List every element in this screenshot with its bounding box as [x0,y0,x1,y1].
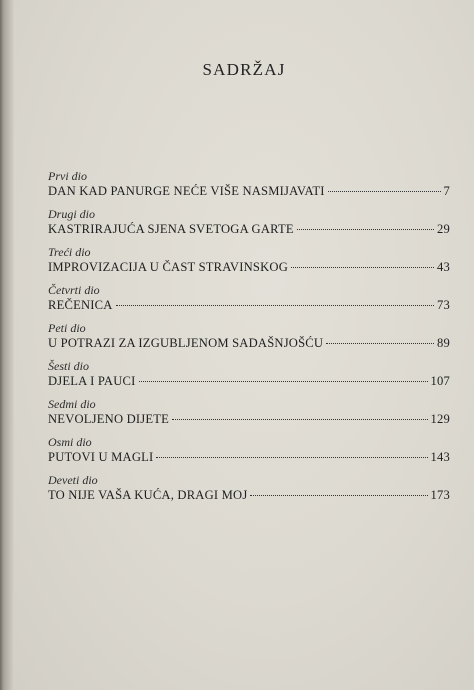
dot-leader [297,229,434,230]
dot-leader [328,191,441,192]
toc-entry [48,359,450,397]
page-title: SADRŽAJ [202,60,286,79]
page-number: 107 [430,374,450,388]
part-label: Četvrti dio [48,283,100,297]
part-label: Šesti dio [48,359,89,373]
chapter-title: U POTRAZI ZA IZGUBLJENOM SADAŠNJOŠĆU [48,336,324,350]
toc-line [48,259,450,275]
dot-leader [139,381,428,382]
page-number: 129 [430,412,450,426]
toc-line [48,221,450,237]
toc-entry [48,321,450,359]
page-number: 7 [443,184,450,198]
page-number: 89 [437,336,450,350]
chapter-title: IMPROVIZACIJA U ČAST STRAVINSKOG [48,260,289,274]
dot-leader [250,495,427,496]
chapter-title: DJELA I PAUCI [48,374,136,388]
dot-leader [156,457,427,458]
toc-line [48,183,450,199]
page-number: 73 [437,298,450,312]
part-label: Prvi dio [48,169,87,183]
toc-line [48,297,450,313]
part-label: Osmi dio [48,435,92,449]
book-spine-edge [0,0,14,690]
toc-line [48,487,450,503]
toc-line [48,449,450,465]
part-label: Deveti dio [48,473,98,487]
dot-leader [326,343,434,344]
book-page [14,0,474,690]
toc-entry [48,283,450,321]
toc-entry [48,473,450,511]
dot-leader [116,305,434,306]
chapter-title: TO NIJE VAŠA KUĆA, DRAGI MOJ [48,488,248,502]
part-label: Treći dio [48,245,91,259]
dot-leader [172,419,427,420]
page-number: 173 [430,488,450,502]
part-label: Drugi dio [48,207,96,221]
chapter-title: NEVOLJENO DIJETE [48,412,170,426]
page-number: 143 [430,450,450,464]
part-label: Sedmi dio [48,397,96,411]
chapter-title: DAN KAD PANURGE NEĆE VIŠE NASMIJAVATI [48,184,325,198]
toc-entry [48,245,450,283]
table-of-contents [48,169,450,511]
dot-leader [291,267,434,268]
toc-entry [48,169,450,207]
page-number: 29 [437,222,450,236]
page-number: 43 [437,260,450,274]
chapter-title: KASTRIRAJUĆA SJENA SVETOGA GARTE [48,222,294,236]
toc-entry [48,397,450,435]
toc-line [48,335,450,351]
chapter-title: PUTOVI U MAGLI [48,450,154,464]
toc-entry [48,207,450,245]
toc-entry [48,435,450,473]
toc-line [48,411,450,427]
chapter-title: REČENICA [48,298,113,312]
toc-line [48,373,450,389]
part-label: Peti dio [48,321,86,335]
